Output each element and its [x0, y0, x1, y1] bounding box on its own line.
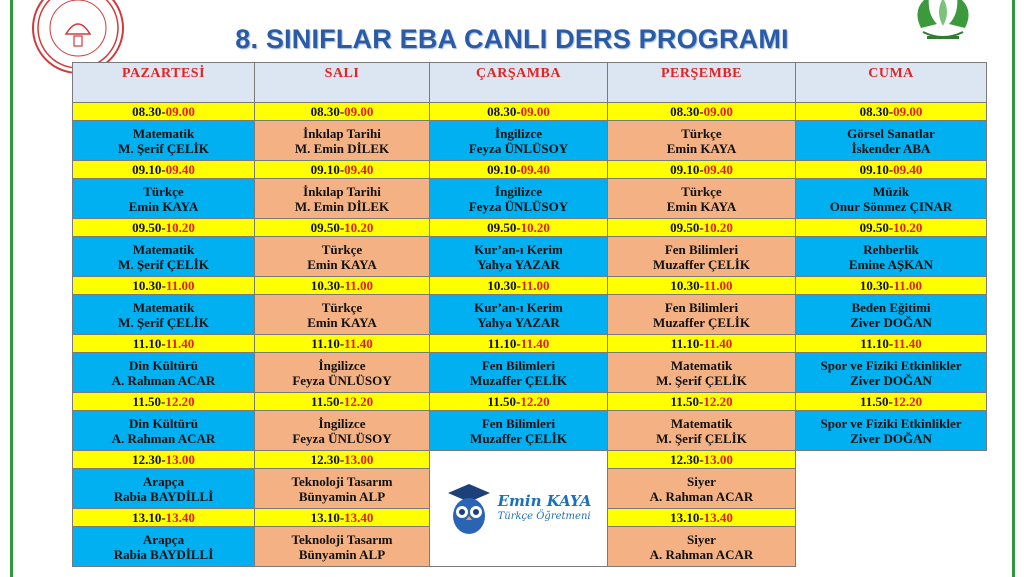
time-start: 09.50-: [132, 220, 166, 235]
time-slot-tuesday: [255, 451, 430, 469]
lesson-teacher: M. Emin DİLEK: [294, 198, 390, 214]
schedule-body: [73, 103, 987, 567]
lesson-cell-monday: [73, 295, 255, 335]
time-end: 12.20: [520, 394, 550, 409]
time-row: [73, 277, 987, 295]
time-slot-wednesday: [430, 161, 608, 179]
time-end: 10.20: [165, 220, 195, 235]
page-title: 8. SINIFLAR EBA CANLI DERS PROGRAMI: [235, 24, 789, 54]
lesson-subject: Fen Bilimleri: [664, 241, 739, 257]
lesson-cell-wednesday: [430, 411, 608, 451]
time-end: 13.00: [703, 452, 733, 467]
lesson-subject: Türkçe: [681, 183, 722, 199]
lesson-cell-thursday: [608, 179, 796, 219]
time-slot-friday: [796, 277, 987, 295]
time-end: 09.40: [165, 162, 195, 177]
time-slot-tuesday: [255, 393, 430, 411]
time-end: 12.20: [892, 394, 923, 409]
time-row: [73, 451, 987, 469]
lesson-subject: Kur’an-ı Kerim: [474, 241, 563, 257]
lesson-teacher: Feyza ÜNLÜSOY: [468, 140, 569, 156]
lesson-teacher: Muzaffer ÇELİK: [470, 372, 567, 388]
time-slot-wednesday: [430, 277, 608, 295]
lesson-subject: Fen Bilimleri: [481, 415, 556, 431]
time-slot-thursday: [608, 451, 796, 469]
lesson-teacher: Bünyamin ALP: [298, 546, 386, 562]
time-end: 12.20: [343, 394, 374, 409]
lesson-teacher: Muzaffer ÇELİK: [470, 430, 567, 446]
logo-name: Emin KAYA: [497, 491, 592, 510]
logo-subtitle: Türkçe Öğretmeni: [497, 510, 591, 522]
time-start: 12.30-: [670, 452, 704, 467]
lesson-cell-thursday: [608, 121, 796, 161]
time-end: 09.40: [703, 162, 733, 177]
lesson-cell-wednesday: [430, 121, 608, 161]
time-slot-tuesday: [255, 219, 430, 237]
lesson-subject: İngilizce: [495, 183, 542, 199]
time-slot-friday: [796, 393, 987, 411]
time-end: 11.40: [703, 336, 733, 351]
lesson-row: [73, 295, 987, 335]
time-slot-tuesday: [255, 335, 430, 353]
time-start: 09.10-: [859, 162, 894, 177]
time-start: 11.10-: [670, 336, 704, 351]
lesson-subject: Rehberlik: [863, 241, 919, 257]
time-start: 10.30-: [670, 278, 705, 293]
day-header-wednesday: ÇARŞAMBA: [430, 63, 608, 103]
lesson-cell-friday: [796, 411, 987, 451]
time-slot-monday: [73, 103, 255, 121]
lesson-subject: Din Kültürü: [129, 415, 198, 431]
lesson-cell-tuesday: [255, 527, 430, 567]
lesson-subject: Fen Bilimleri: [664, 299, 739, 315]
lesson-subject: Spor ve Fiziki Etkinlikler: [820, 415, 962, 431]
time-end: 12.20: [703, 394, 733, 409]
lesson-subject: İngilizce: [318, 357, 366, 373]
lesson-cell-tuesday: [255, 353, 430, 393]
day-header-tuesday: SALI: [255, 63, 430, 103]
teacher-logo-card: [430, 451, 608, 567]
lesson-cell-monday: [73, 121, 255, 161]
lesson-teacher: Bünyamin ALP: [298, 488, 386, 504]
day-header-monday: PAZARTESİ: [73, 63, 255, 103]
time-start: 10.30-: [859, 278, 894, 293]
lesson-teacher: Emin KAYA: [666, 140, 737, 156]
time-end: 10.20: [893, 220, 923, 235]
time-end: 13.40: [165, 510, 195, 525]
time-start: 13.10-: [132, 510, 166, 525]
time-start: 09.50-: [310, 220, 345, 235]
lesson-subject: İnkılap Tarihi: [303, 125, 381, 141]
lesson-subject: Kur’an-ı Kerim: [474, 299, 563, 315]
lesson-subject: Matematik: [670, 357, 733, 373]
time-slot-wednesday: [430, 335, 608, 353]
time-end: 09.40: [520, 162, 550, 177]
time-end: 11.00: [166, 278, 195, 293]
time-end: 11.00: [344, 278, 374, 293]
time-start: 11.50-: [310, 394, 344, 409]
time-start: 09.10-: [310, 162, 345, 177]
lesson-subject: İngilizce: [495, 125, 542, 141]
time-slot-thursday: [608, 103, 796, 121]
lesson-teacher: Emin KAYA: [128, 198, 199, 214]
lesson-subject: Matematik: [132, 241, 195, 257]
schedule-table: [72, 62, 987, 567]
page-border-right: [1012, 0, 1015, 577]
lesson-teacher: Muzaffer ÇELİK: [653, 314, 750, 330]
time-end: 11.40: [165, 336, 195, 351]
time-end: 13.40: [344, 510, 374, 525]
time-end: 09.40: [893, 162, 923, 177]
lesson-subject: İnkılap Tarihi: [303, 183, 381, 199]
lesson-subject: Arapça: [142, 531, 185, 547]
lesson-teacher: Feyza ÜNLÜSOY: [468, 198, 569, 214]
lesson-subject: İngilizce: [318, 415, 366, 431]
lesson-cell-wednesday: [430, 237, 608, 277]
lesson-cell-tuesday: [255, 469, 430, 509]
lesson-teacher: A. Rahman ACAR: [111, 372, 216, 388]
lesson-teacher: M. Emin DİLEK: [294, 140, 390, 156]
time-row: [73, 335, 987, 353]
lesson-teacher: M. Şerif ÇELİK: [118, 314, 209, 330]
lesson-subject: Siyer: [687, 531, 716, 547]
time-start: 11.50-: [859, 394, 893, 409]
time-start: 08.30-: [310, 104, 345, 119]
day-header-thursday: PERŞEMBE: [608, 63, 796, 103]
lesson-teacher: Yahya YAZAR: [477, 314, 560, 330]
lesson-cell-tuesday: [255, 179, 430, 219]
lesson-teacher: A. Rahman ACAR: [649, 546, 754, 562]
time-end: 10.20: [703, 220, 733, 235]
time-slot-monday: [73, 161, 255, 179]
lesson-teacher: M. Şerif ÇELİK: [656, 372, 747, 388]
lesson-row: [73, 237, 987, 277]
lesson-subject: Din Kültürü: [129, 357, 198, 373]
lesson-subject: Teknoloji Tasarım: [291, 531, 393, 547]
time-end: 11.40: [344, 336, 373, 351]
lesson-cell-thursday: [608, 237, 796, 277]
lesson-teacher: Muzaffer ÇELİK: [653, 256, 750, 272]
lesson-teacher: Emin KAYA: [666, 198, 737, 214]
time-slot-thursday: [608, 219, 796, 237]
lesson-cell-thursday: [608, 527, 796, 567]
empty-cell: [796, 469, 987, 509]
page-border-left: [10, 0, 13, 577]
time-slot-monday: [73, 509, 255, 527]
lesson-subject: Siyer: [687, 473, 716, 489]
time-start: 10.30-: [487, 278, 522, 293]
time-row: [73, 103, 987, 121]
lesson-cell-tuesday: [255, 237, 430, 277]
time-start: 09.10-: [670, 162, 704, 177]
lesson-teacher: Rabia BAYDİLLİ: [113, 546, 214, 562]
time-start: 11.10-: [487, 336, 521, 351]
time-start: 09.50-: [670, 220, 704, 235]
lesson-teacher: M. Şerif ÇELİK: [118, 256, 209, 272]
time-end: 09.00: [893, 104, 923, 119]
lesson-subject: Beden Eğitimi: [851, 299, 931, 315]
time-end: 12.20: [165, 394, 195, 409]
lesson-subject: Görsel Sanatlar: [847, 125, 935, 141]
lesson-subject: Spor ve Fiziki Etkinlikler: [820, 357, 962, 373]
time-slot-friday: [796, 103, 987, 121]
time-end: 10.20: [520, 220, 550, 235]
time-slot-monday: [73, 277, 255, 295]
time-start: 10.30-: [310, 278, 345, 293]
lesson-cell-monday: [73, 469, 255, 509]
lesson-cell-tuesday: [255, 411, 430, 451]
time-start: 08.30-: [132, 104, 166, 119]
time-slot-friday: [796, 219, 987, 237]
time-slot-wednesday: [430, 219, 608, 237]
lesson-subject: Müzik: [872, 183, 910, 199]
time-end: 09.00: [520, 104, 550, 119]
time-start: 11.50-: [132, 394, 166, 409]
lesson-row: [73, 121, 987, 161]
lesson-subject: Matematik: [670, 415, 733, 431]
lesson-subject: Teknoloji Tasarım: [291, 473, 393, 489]
time-start: 08.30-: [859, 104, 894, 119]
time-slot-tuesday: [255, 509, 430, 527]
day-header-friday: CUMA: [796, 63, 987, 103]
time-end: 09.00: [344, 104, 374, 119]
time-slot-thursday: [608, 335, 796, 353]
time-start: 12.30-: [132, 452, 166, 467]
time-row: [73, 393, 987, 411]
lesson-cell-monday: [73, 527, 255, 567]
time-row: [73, 219, 987, 237]
lesson-teacher: Emin KAYA: [307, 314, 377, 330]
time-slot-friday: [796, 161, 987, 179]
lesson-cell-wednesday: [430, 179, 608, 219]
lesson-teacher: A. Rahman ACAR: [111, 430, 216, 446]
lesson-cell-thursday: [608, 353, 796, 393]
lesson-row: [73, 353, 987, 393]
time-start: 09.10-: [487, 162, 521, 177]
lesson-teacher: M. Şerif ÇELİK: [118, 140, 209, 156]
time-slot-wednesday: [430, 103, 608, 121]
lesson-teacher: İskender ABA: [851, 140, 931, 156]
time-end: 11.00: [704, 278, 733, 293]
lesson-cell-wednesday: [430, 295, 608, 335]
time-start: 09.50-: [859, 220, 894, 235]
lesson-cell-thursday: [608, 411, 796, 451]
time-slot-thursday: [608, 509, 796, 527]
time-end: 13.00: [344, 452, 374, 467]
time-slot-monday: [73, 451, 255, 469]
time-end: 13.40: [703, 510, 733, 525]
lesson-cell-monday: [73, 179, 255, 219]
time-start: 11.10-: [311, 336, 345, 351]
lesson-subject: Matematik: [132, 125, 195, 141]
lesson-teacher: Emin KAYA: [307, 256, 377, 272]
lesson-teacher: Rabia BAYDİLLİ: [113, 488, 214, 504]
empty-cell: [796, 527, 987, 567]
lesson-teacher: Feyza ÜNLÜSOY: [292, 430, 392, 446]
lesson-subject: Arapça: [142, 473, 185, 489]
time-start: 11.10-: [860, 336, 894, 351]
time-slot-tuesday: [255, 103, 430, 121]
lesson-cell-monday: [73, 353, 255, 393]
time-start: 13.10-: [670, 510, 704, 525]
time-start: 12.30-: [310, 452, 345, 467]
time-start: 13.10-: [310, 510, 345, 525]
lesson-subject: Fen Bilimleri: [481, 357, 556, 373]
lesson-cell-friday: [796, 295, 987, 335]
time-start: 11.10-: [132, 336, 166, 351]
day-header-row: [73, 63, 987, 103]
lesson-subject: Türkçe: [321, 299, 363, 315]
time-slot-monday: [73, 219, 255, 237]
lesson-teacher: A. Rahman ACAR: [649, 488, 754, 504]
lesson-subject: Türkçe: [143, 183, 184, 199]
empty-cell: [796, 451, 987, 469]
time-slot-thursday: [608, 393, 796, 411]
time-slot-monday: [73, 393, 255, 411]
empty-cell: [796, 509, 987, 527]
time-slot-tuesday: [255, 277, 430, 295]
lesson-teacher: Ziver DOĞAN: [850, 430, 932, 446]
lesson-cell-thursday: [608, 295, 796, 335]
time-end: 11.00: [521, 278, 550, 293]
lesson-row: [73, 179, 987, 219]
time-end: 11.40: [520, 336, 550, 351]
lesson-cell-friday: [796, 353, 987, 393]
time-slot-monday: [73, 335, 255, 353]
time-end: 09.40: [344, 162, 374, 177]
lesson-teacher: M. Şerif ÇELİK: [656, 430, 747, 446]
lesson-subject: Türkçe: [681, 125, 722, 141]
time-end: 13.00: [165, 452, 195, 467]
lesson-cell-friday: [796, 237, 987, 277]
lesson-subject: Türkçe: [321, 241, 363, 257]
time-end: 09.00: [165, 104, 195, 119]
time-start: 08.30-: [487, 104, 521, 119]
time-end: 10.20: [344, 220, 374, 235]
lesson-cell-tuesday: [255, 121, 430, 161]
lesson-cell-wednesday: [430, 353, 608, 393]
lesson-row: [73, 411, 987, 451]
time-start: 08.30-: [670, 104, 704, 119]
lesson-teacher: Feyza ÜNLÜSOY: [292, 372, 392, 388]
time-start: 11.50-: [670, 394, 704, 409]
lesson-cell-thursday: [608, 469, 796, 509]
lesson-cell-friday: [796, 179, 987, 219]
lesson-cell-monday: [73, 237, 255, 277]
time-end: 09.00: [703, 104, 733, 119]
lesson-teacher: Yahya YAZAR: [477, 256, 560, 272]
time-slot-thursday: [608, 161, 796, 179]
time-row: [73, 161, 987, 179]
lesson-subject: Matematik: [132, 299, 195, 315]
time-start: 09.10-: [132, 162, 166, 177]
time-start: 10.30-: [132, 278, 167, 293]
lesson-cell-tuesday: [255, 295, 430, 335]
time-slot-friday: [796, 335, 987, 353]
time-end: 11.00: [893, 278, 923, 293]
time-start: 11.50-: [487, 394, 521, 409]
time-start: 09.50-: [487, 220, 521, 235]
time-slot-wednesday: [430, 393, 608, 411]
lesson-teacher: Ziver DOĞAN: [850, 372, 932, 388]
time-slot-thursday: [608, 277, 796, 295]
lesson-teacher: Onur Sönmez ÇINAR: [829, 198, 953, 214]
lesson-cell-friday: [796, 121, 987, 161]
lesson-teacher: Ziver DOĞAN: [850, 314, 932, 330]
time-end: 11.40: [893, 336, 922, 351]
lesson-teacher: Emine AŞKAN: [848, 256, 934, 272]
time-slot-tuesday: [255, 161, 430, 179]
lesson-cell-monday: [73, 411, 255, 451]
owl-graduate-icon: [446, 482, 492, 536]
